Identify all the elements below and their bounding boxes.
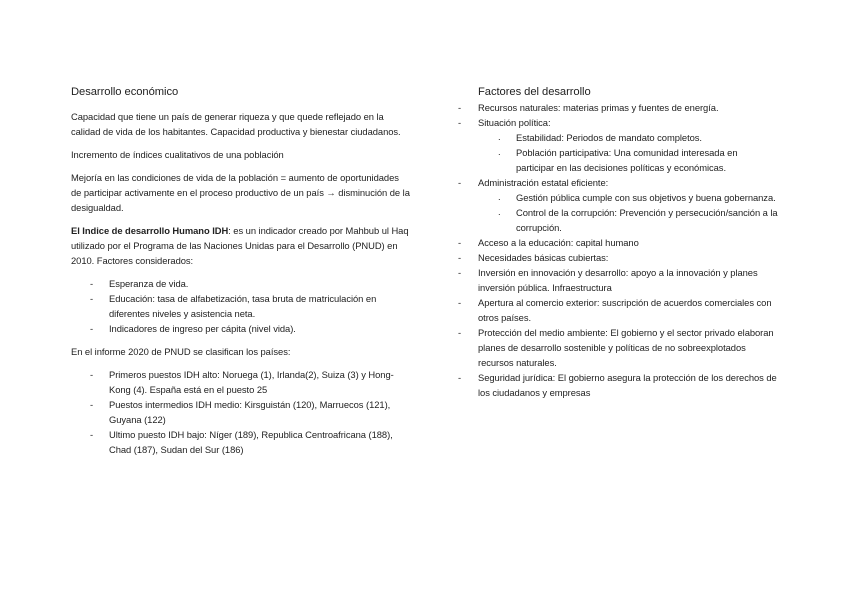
factores-list — [458, 100, 778, 400]
list-item: - Puestos intermedios IDH medio: Kirsguistán (120), Marruecos (121), Guyana (122) — [90, 399, 391, 425]
left-column — [71, 84, 411, 465]
paragraph-mejoria: Mejoría en las condiciones de vida de la población = aumento de oportunidades de participar activamente en el proceso productivo de un país → disminución de la desigualdad. — [71, 172, 410, 213]
list-item: - Educación: tasa de alfabetización, tasa bruta de matriculación en diferentes niveles y asistencia neta. — [90, 293, 377, 319]
list-item: - Ultimo puesto IDH bajo: Níger (189), Republica Centroafricana (188), Chad (187), Sudan del Sur (186) — [90, 429, 393, 455]
list-item: - Indicadores de ingreso per cápita (nivel vida). — [90, 323, 296, 334]
sub-list-item: . Control de la corrupción: Prevención y persecución/sanción a la corrupción. — [498, 206, 778, 233]
idh-bold-label: El Indice de desarrollo Humano IDH — [71, 225, 229, 236]
list-item: - Protección del medio ambiente: El gobierno y el sector privado elaboran planes de desarrollo sostenible y políticas de no sobreexplotados recursos naturales. — [458, 327, 774, 368]
list-item: - Acceso a la educación: capital humano — [458, 237, 639, 248]
list-item: - Primeros puestos IDH alto: Noruega (1), Irlanda(2), Suiza (3) y Hong-Kong (4). España está en el puesto 25 — [90, 369, 394, 395]
list-item: - Seguridad jurídica: El gobierno asegura la protección de los derechos de los ciudadanos y empresas — [458, 372, 777, 398]
list-item: - Esperanza de vida. — [90, 278, 189, 289]
sub-list — [478, 190, 778, 235]
right-column — [458, 84, 778, 408]
list-item: - Necesidades básicas cubiertas: — [458, 252, 609, 263]
paragraph-idh — [71, 223, 411, 268]
sub-list-item: . Población participativa: Una comunidad interesada en participar en las decisiones políticas y económicas. — [498, 146, 738, 173]
list-item: - Apertura al comercio exterior: suscripción de acuerdos comerciales con otros países. — [458, 297, 772, 323]
sub-list-item: . Gestión pública cumple con sus objetivos y buena gobernanza. — [498, 191, 776, 203]
list-item: - Situación política: . Estabilidad: Periodos de mandato completos. . Población participativa: Una comunidad interesada en participar en las decisiones políticas y económicas. — [458, 115, 778, 175]
sub-list — [478, 130, 778, 175]
paragraph-definition: Capacidad que tiene un país de generar riqueza y que quede reflejado en la calidad de vida de los habitantes. Capacidad productiva y bienestar ciudadanos. — [71, 111, 401, 137]
section-title-desarrollo-economico: Desarrollo económico — [71, 86, 179, 98]
ranking-list — [71, 367, 411, 457]
paragraph-informe: En el informe 2020 de PNUD se clasifican los países: — [71, 346, 291, 357]
list-item: - Recursos naturales: materias primas y fuentes de energía. — [458, 102, 719, 113]
idh-factors-list — [71, 276, 411, 336]
idh-description: : es un indicador creado por Mahbub ul Haq utilizado por el Programa de las Naciones Unidas para el Desarrollo (PNUD) en 2010. Factores considerados: — [71, 225, 409, 266]
paragraph-indices: Incremento de índices cualitativos de una población — [71, 149, 284, 160]
sub-list-item: . Estabilidad: Periodos de mandato completos. — [498, 131, 702, 143]
list-item: - Administración estatal eficiente: . Gestión pública cumple con sus objetivos y buena gobernanza. . Control de la corrupción: Prevención y persecución/sanción a la corrupción. — [458, 177, 778, 233]
section-title-factores: Factores del desarrollo — [478, 86, 591, 98]
list-item: - Inversión en innovación y desarrollo: apoyo a la innovación y planes inversión pública. Infraestructura — [458, 267, 758, 293]
